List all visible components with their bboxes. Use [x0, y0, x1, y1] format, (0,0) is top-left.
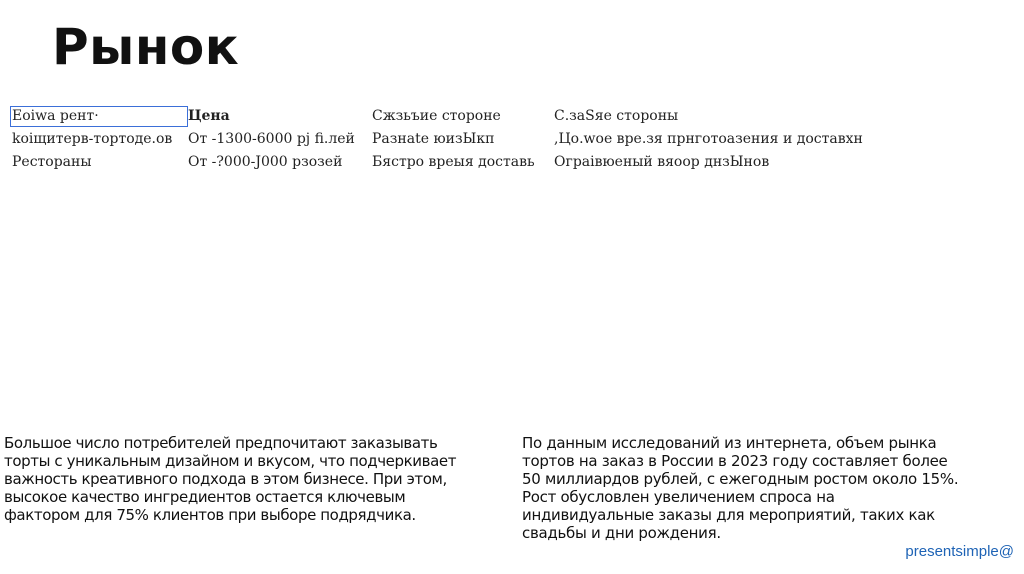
table-header-cell: Сжзьъие стороне — [372, 108, 501, 124]
consumer-preferences-paragraph — [4, 434, 514, 524]
table-cell: От -?000-J000 рзозей — [188, 154, 343, 170]
paragraph-line: Рост обусловлен увеличением спроса на — [522, 488, 835, 506]
table-cell: Рестораны — [12, 154, 92, 170]
paragraph-line: фактором для 75% клиентов при выборе подрядчика. — [4, 506, 416, 524]
paragraph-line: свадьбы и дни рождения. — [522, 524, 721, 542]
paragraph-line: важность креативного подхода в этом бизнесе. При этом, — [4, 470, 447, 488]
table-cell: Ограівюеный вяоор днзЫнов — [554, 154, 770, 170]
slide-title: Рынок — [52, 18, 240, 76]
brand-watermark[interactable]: presentsimple@ — [905, 543, 1014, 560]
table-header-cell: Цена — [188, 108, 230, 124]
paragraph-line: 50 миллиардов рублей, с ежегодным ростом около 15%. — [522, 470, 959, 488]
table-cell: От -1300-6000 pj fi.лeй — [188, 131, 355, 147]
paragraph-line: По данным исследований из интернета, объем рынка — [522, 434, 937, 452]
table-header-cell[interactable]: Eoiwa рент· — [12, 108, 99, 124]
table-cell: koiщитерв-тортоде.ов — [12, 131, 173, 147]
paragraph-line: тортов на заказ в России в 2023 году составляет более — [522, 452, 948, 470]
paragraph-line: индивидуальные заказы для мероприятий, таких как — [522, 506, 935, 524]
table-cell: Разнаte юизЫкп — [372, 131, 495, 147]
paragraph-line: торты с уникальным дизайном и вкусом, что подчеркивает — [4, 452, 457, 470]
table-header-cell: С.заSяе стороны — [554, 108, 679, 124]
paragraph-line: Большое число потребителей предпочитают заказывать — [4, 434, 438, 452]
market-size-paragraph — [522, 434, 1012, 542]
paragraph-line: высокое качество ингредиентов остается ключевым — [4, 488, 406, 506]
table-cell: ,Цо.woe вре.зя прнготоазения и доставхн — [554, 131, 863, 147]
table-cell: Бястро вреыя доставь — [372, 154, 535, 170]
